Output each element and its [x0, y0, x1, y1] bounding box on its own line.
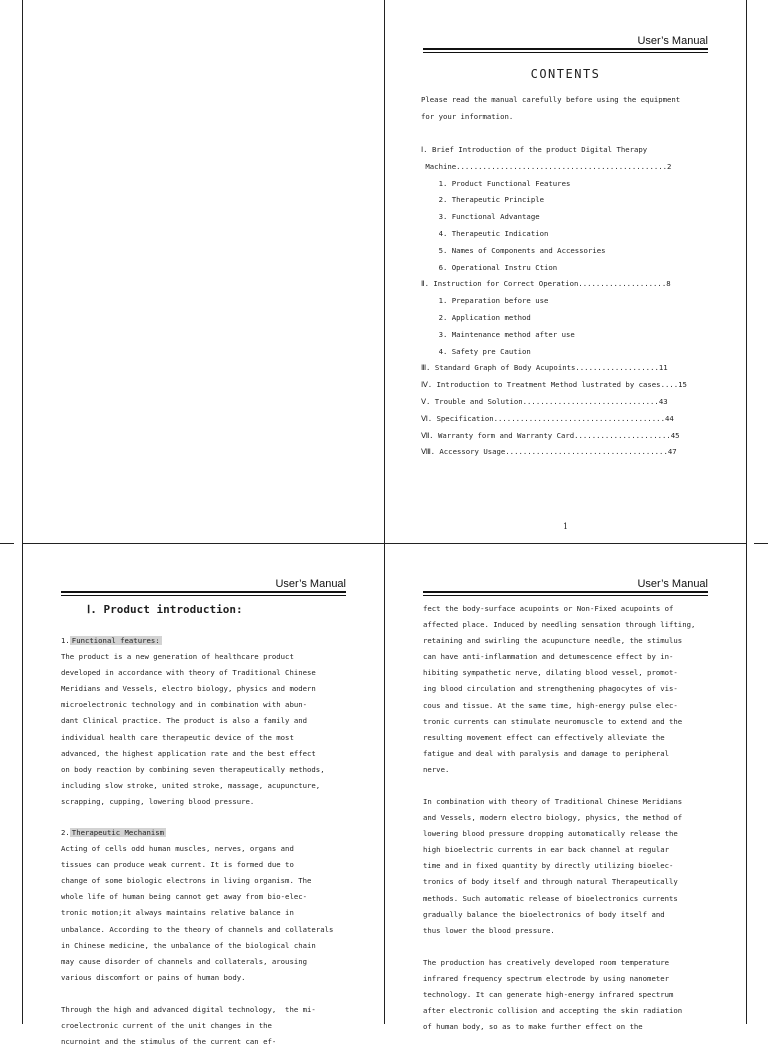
- toc-entry[interactable]: 1. Preparation before use: [421, 296, 549, 306]
- text-line: fatigue and deal with paralysis and damage to peripheral: [423, 748, 670, 758]
- toc-entry[interactable]: Ⅱ. Instruction for Correct Operation....................8: [421, 279, 671, 289]
- intro-line: Please read the manual carefully before using the equipment: [421, 95, 681, 104]
- text-line: on body reaction by combining seven therapeutically methods,: [61, 764, 325, 774]
- text-line: various discomfort or pains of human body.: [61, 972, 246, 982]
- text-line: Through the high and advanced digital technology, the mi-: [61, 1005, 316, 1014]
- toc-entry[interactable]: 3. Functional Advantage: [421, 212, 540, 222]
- text-line: may cause disorder of channels and collaterals, arousing: [61, 956, 308, 966]
- header-rule-thin: [61, 595, 346, 596]
- contents-intro: [421, 92, 680, 126]
- text-line: individual health care therapeutic device of the most: [61, 732, 294, 742]
- toc-entry[interactable]: 1. Product Functional Features: [421, 178, 571, 188]
- text-line: tronic motion;it always maintains relative balance in: [61, 908, 294, 918]
- intro-line: for your information.: [421, 111, 514, 121]
- highlighted-heading: Functional features:: [71, 636, 160, 645]
- text-line: in Chinese medicine, the unbalance of the biological chain: [61, 940, 316, 950]
- text-line: whole life of human being cannot get away from bio-elec-: [61, 892, 308, 902]
- toc-entry[interactable]: 3. Maintenance method after use: [421, 329, 575, 339]
- continued-page: [385, 544, 746, 1032]
- contents-page: [385, 0, 746, 543]
- text-line: ncurnoint and the stimulus of the current can ef-: [61, 1037, 277, 1047]
- toc-entry[interactable]: 4. Therapeutic Indication: [421, 228, 549, 238]
- text-line: advanced, the highest application rate and the best effect: [61, 748, 316, 758]
- toc-entry[interactable]: Ⅶ. Warranty form and Warranty Card......................45: [421, 430, 680, 440]
- header-title: User’s Manual: [275, 578, 346, 590]
- crop-mark-left: [0, 543, 14, 544]
- infrared-paragraph: [423, 955, 682, 1035]
- text-line: tissues can produce weak current. It is formed due to: [61, 860, 294, 870]
- stimulus-paragraph: [423, 601, 695, 778]
- toc-entry[interactable]: Ⅰ. Brief Introduction of the product Digital Therapy: [421, 145, 648, 154]
- functional-features-section: [61, 633, 325, 810]
- therapeutic-mechanism-section: [61, 825, 333, 986]
- toc-entry[interactable]: 2. Application method: [421, 312, 531, 322]
- text-line: croelectronic current of the unit changes in the: [61, 1021, 272, 1031]
- text-line: tronic currents can stimulate neuromuscle to extend and the: [423, 716, 683, 726]
- page-header: [61, 574, 346, 598]
- text-line: can have anti-inflammation and detumescence effect by in-: [423, 652, 674, 662]
- toc-entry[interactable]: 2. Therapeutic Principle: [421, 195, 545, 205]
- header-rule-thin: [423, 52, 708, 53]
- header-rule-thin: [423, 595, 708, 596]
- subsection-heading: [61, 825, 333, 841]
- text-line: after electronic collision and accepting the skin radiation: [423, 1006, 683, 1016]
- toc-entry[interactable]: Ⅳ. Introduction to Treatment Method lustrated by cases....15: [421, 380, 687, 390]
- text-line: ing blood circulation and strengthening phagocytes of vis-: [423, 684, 678, 694]
- toc-entry[interactable]: 6. Operational Instru Ction: [421, 262, 558, 272]
- intro-page: [23, 544, 384, 1047]
- text-line: time and in fixed quantity by directly utilizing bioelec-: [423, 861, 674, 871]
- text-line: Meridians and Vessels, electro biology, physics and modern: [61, 684, 316, 694]
- text-line: unbalance. According to the theory of channels and collaterals: [61, 924, 334, 934]
- text-line: of human body, so as to make further effect on the: [423, 1022, 643, 1032]
- text-line: resulting movement effect can effectively alleviate the: [423, 732, 665, 742]
- text-line: change of some biologic electrons in living organism. The: [61, 876, 312, 886]
- heading-number: 2.: [61, 828, 70, 837]
- toc-entry[interactable]: Ⅴ. Trouble and Solution...............................43: [421, 396, 668, 406]
- toc-entry[interactable]: 4. Safety pre Caution: [421, 346, 531, 356]
- digital-technology-paragraph: [61, 1002, 316, 1050]
- text-line: cous and tissue. At the same time, high-energy pulse elec-: [423, 700, 678, 710]
- toc-entry[interactable]: Machine................................................2: [421, 161, 672, 171]
- text-line: and Vessels, modern electro biology, physics, the method of: [423, 813, 683, 823]
- text-line: scrapping, cupping, lowering blood pressure.: [61, 796, 255, 806]
- text-line: affected place. Induced by needling sensation through lifting,: [423, 620, 696, 630]
- toc-entry[interactable]: 5. Names of Components and Accessories: [421, 245, 606, 255]
- subsection-heading: [61, 633, 325, 649]
- border-right: [746, 0, 747, 1024]
- text-line: including slow stroke, united stroke, massage, acupuncture,: [61, 780, 321, 790]
- header-title: User’s Manual: [637, 35, 708, 47]
- page-header: [423, 30, 708, 54]
- text-line: lowering blood pressure dropping automatically release the: [423, 829, 678, 839]
- text-line: hibiting sympathetic nerve, dilating blood vessel, promot-: [423, 668, 678, 678]
- blank-page: [23, 0, 384, 543]
- toc-entry[interactable]: Ⅷ. Accessory Usage.....................................47: [421, 447, 677, 457]
- text-line: retaining and swirling the acupuncture needle, the stimulus: [423, 636, 683, 646]
- blood-pressure-paragraph: [423, 794, 682, 939]
- text-line: gradually balance the bioelectronics of body itself and: [423, 909, 665, 919]
- text-line: developed in accordance with theory of Traditional Chinese: [61, 668, 316, 678]
- header-rule-thick: [61, 591, 346, 593]
- heading-number: 1.: [61, 636, 70, 645]
- text-line: The product is a new generation of healthcare product: [61, 652, 294, 662]
- page-header: [423, 574, 708, 598]
- text-line: high bioelectric currents in ear back channel at regular: [423, 845, 670, 855]
- section-title: Ⅰ. Product introduction:: [87, 603, 243, 616]
- header-title: User’s Manual: [637, 578, 708, 590]
- text-line: In combination with theory of Traditional Chinese Meridians: [423, 797, 683, 806]
- page-number: 1: [563, 522, 569, 531]
- text-line: thus lower the blood pressure.: [423, 925, 555, 935]
- text-line: nerve.: [423, 764, 450, 774]
- text-line: microelectronic technology and in combination with abun-: [61, 700, 308, 710]
- header-rule-thick: [423, 591, 708, 593]
- toc-entry[interactable]: Ⅵ. Specification.......................................44: [421, 413, 674, 423]
- text-line: The production has creatively developed room temperature: [423, 958, 670, 967]
- crop-mark-right: [754, 543, 768, 544]
- text-line: infrared frequency spectrum electrode by using nanometer: [423, 974, 670, 984]
- table-of-contents: [421, 142, 687, 461]
- text-line: technology. It can generate high-energy infrared spectrum: [423, 990, 674, 1000]
- highlighted-heading: Therapeutic Mechanism: [71, 828, 165, 837]
- text-line: Acting of cells odd human muscles, nerves, organs and: [61, 844, 294, 854]
- text-line: fect the body-surface acupoints or Non-Fixed acupoints of: [423, 604, 674, 613]
- text-line: dant Clinical practice. The product is also a family and: [61, 716, 308, 726]
- contents-title: CONTENTS: [530, 67, 601, 81]
- header-rule-thick: [423, 48, 708, 50]
- toc-entry[interactable]: Ⅲ. Standard Graph of Body Acupoints...................11: [421, 363, 668, 373]
- text-line: methods. Such automatic release of bioelectronics currents: [423, 893, 678, 903]
- text-line: tronics of body itself and through natural Therapeutically: [423, 877, 678, 887]
